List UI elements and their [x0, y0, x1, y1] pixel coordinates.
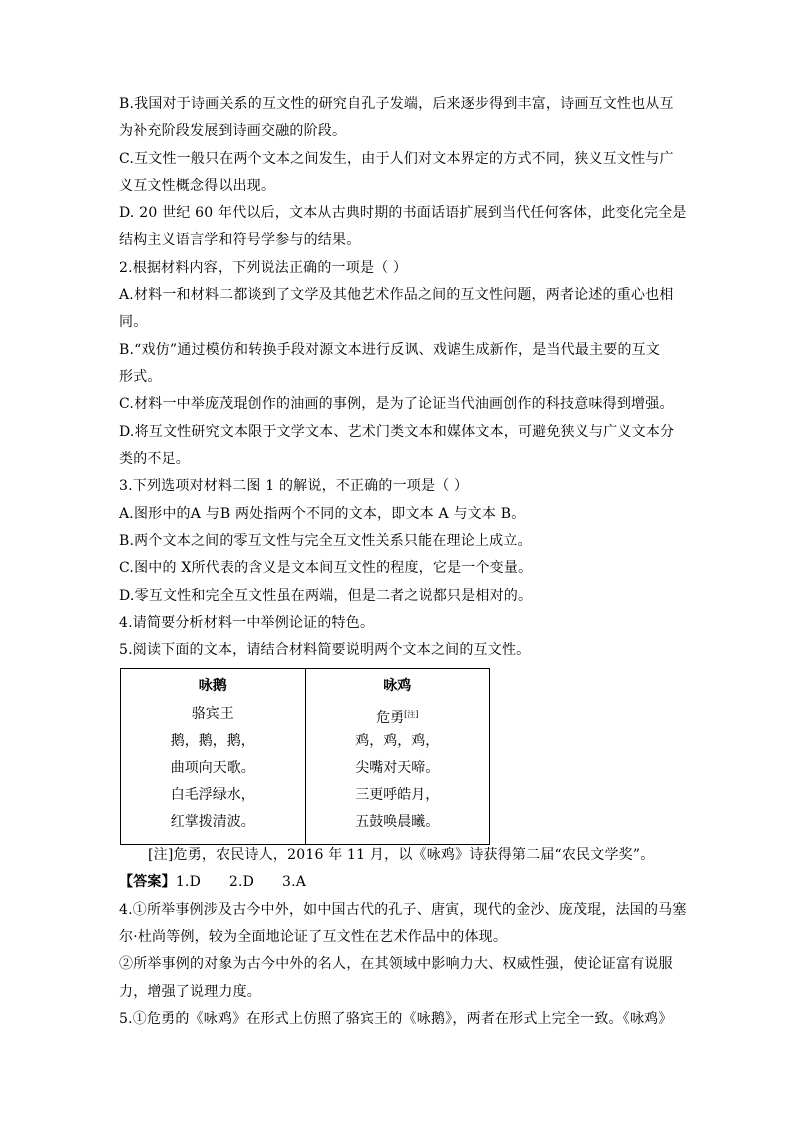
poem-comparison-table — [120, 668, 490, 845]
option-3b: B.两个文本之间的零互文性与完全互文性关系只能在理论上成立。 — [119, 533, 532, 549]
answer-label: 【答案】 — [119, 874, 176, 890]
answer-choices: 1.D 2.D 3.A — [175, 874, 307, 890]
question-3: 3.下列选项对材料二图 1 的解说，不正确的一项是（ ） — [119, 478, 469, 494]
poem-right-author: 危勇 — [376, 710, 405, 726]
poem-left-cell — [121, 669, 306, 845]
answer-4-line-4: 力，增强了说理力度。 — [119, 984, 261, 1000]
option-1c-line-1: C.互文性一般只在两个文本之间发生，由于人们对文本界定的方式不同，狭义互文性与广 — [119, 151, 674, 167]
option-2a-line-2: 同。 — [119, 314, 148, 330]
question-5: 5.阅读下面的文本，请结合材料简要说明两个文本之间的互文性。 — [119, 642, 531, 658]
poem-right-author-row — [306, 701, 490, 728]
poem-right-line-3: 三更呼皓月， — [355, 787, 440, 803]
footnote-marker: [注] — [404, 710, 419, 719]
answer-4-line-2: 尔·杜尚等例，较为全面地论证了互文性在艺术作品中的体现。 — [119, 929, 508, 945]
footnote: [注]危勇，农民诗人，2016 年 11 月，以《咏鸡》诗获得第二届“农民文学奖”。 — [148, 847, 655, 863]
poem-left-line-4: 红掌拨清波。 — [170, 814, 255, 830]
poem-left-line-2: 曲项向天歌。 — [170, 760, 255, 776]
poem-left-author: 骆宾王 — [191, 706, 234, 722]
question-4: 4.请简要分析材料一中举例论证的特色。 — [119, 615, 375, 631]
option-1d-line-2: 结构主义语言学和符号学参与的结果。 — [119, 232, 361, 248]
option-2a-line-1: A.材料一和材料二都谈到了文学及其他艺术作品之间的互文性问题，两者论述的重心也相 — [119, 287, 674, 303]
option-3d: D.零互文性和完全互文性虽在两端，但是二者之说都只是相对的。 — [119, 588, 533, 604]
option-1b-line-1: B.我国对于诗画关系的互文性的研究自孔子发端，后来逐步得到丰富，诗画互文性也从互 — [119, 96, 674, 112]
poem-right-line-4: 五鼓唤晨曦。 — [355, 814, 440, 830]
poem-right-line-1: 鸡，鸡，鸡， — [355, 733, 440, 749]
answer-4-line-1: 4.①所举事例涉及古今中外，如中国古代的孔子、唐寅，现代的金沙、庞茂琨，法国的马塞 — [119, 902, 687, 918]
option-2b-line-2: 形式。 — [119, 369, 162, 385]
poem-left-line-1: 鹅，鹅，鹅， — [170, 733, 255, 749]
option-2c: C.材料一中举庞茂琨创作的油画的事例，是为了论证当代油画创作的科技意味得到增强。 — [119, 396, 674, 412]
poem-left-line-3: 白毛浮绿水， — [170, 787, 255, 803]
option-1d-line-1: D. 20 世纪 60 年代以后，文本从古典时期的书面话语扩展到当代任何客体，此变化完全是 — [119, 205, 687, 221]
answer-4-line-3: ②所举事例的对象为古今中外的名人，在其领域中影响力大、权威性强，使论证富有说服 — [119, 956, 673, 972]
poem-right-title: 咏鸡 — [383, 678, 412, 694]
poem-right-cell — [305, 669, 490, 845]
option-3c: C.图中的 X所代表的含义是文本间互文性的程度，它是一个变量。 — [119, 560, 533, 576]
option-2d-line-2: 类的不足。 — [119, 451, 190, 467]
option-1b-line-2: 为补充阶段发展到诗画交融的阶段。 — [119, 123, 347, 139]
option-1c-line-2: 义互文性概念得以出现。 — [119, 178, 276, 194]
answer-row — [119, 873, 306, 891]
poem-left-title: 咏鹅 — [198, 678, 227, 694]
question-2: 2.根据材料内容，下列说法正确的一项是（ ） — [119, 260, 408, 276]
option-2d-line-1: D.将互文性研究文本限于文学文本、艺术门类文本和媒体文本，可避免狭义与广义文本分 — [119, 424, 675, 440]
answer-5-line-1: 5.①危勇的《咏鸡》在形式上仿照了骆宾王的《咏鹅》，两者在形式上完全一致。《咏鸡》 — [119, 1011, 673, 1027]
option-3a: A.图形中的A 与B 两处指两个不同的文本，即文本 A 与文本 B。 — [119, 506, 526, 522]
poem-right-line-2: 尖嘴对天啼。 — [355, 760, 440, 776]
option-2b-line-1: B.“戏仿”通过模仿和转换手段对源文本进行反讽、戏谑生成新作，是当代最主要的互文 — [119, 342, 661, 358]
